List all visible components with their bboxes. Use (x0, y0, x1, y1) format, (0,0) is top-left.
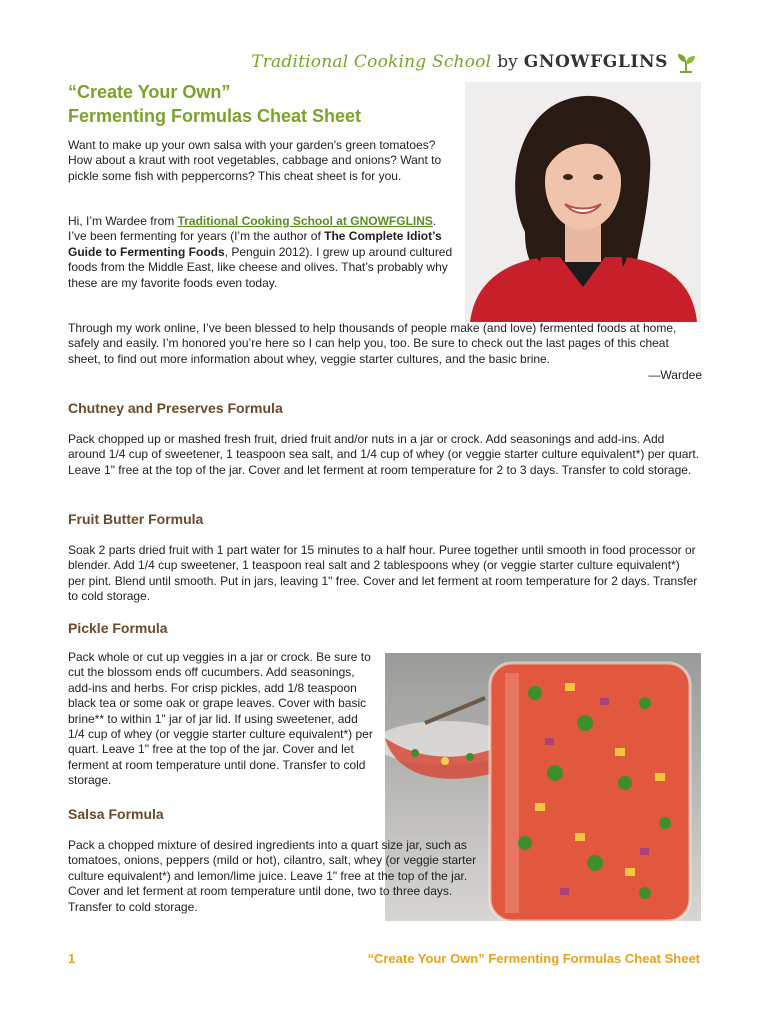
fruit-butter-heading: Fruit Butter Formula (68, 511, 204, 527)
book-title: The Complete Idiot’s Guide to Fermenting Foods (68, 229, 442, 259)
chutney-body: Pack chopped up or mashed fresh fruit, dried fruit and/or nuts in a jar or crock. Add seasonings and add-ins. Add around 1/4 cup of sweetener, 1 teaspoon sea salt, and 1/4 cup of whey (or veggie starter culture equivalent*) per quart. Leave 1" free at the top of the jar. Cover and let ferment at room temperature for 2 to 3 days. Transfer to cold storage. (68, 432, 700, 477)
brand-by: by (497, 52, 518, 72)
fruit-butter-body: Soak 2 parts dried fruit with 1 part water for 15 minutes to a half hour. Puree together until smooth in food processor or blender. Add 1/4 cup sweetener, 1 teaspoon real salt and 2 tablespoons whey (or veggie starter culture equivalent*) per pint. Blend until smooth. Put in jars, leaving 1" free. Cover and let ferment at room temperature for 2 days. Transfer to cold storage. (68, 543, 698, 604)
brand-script: Traditional Cooking School (251, 52, 492, 72)
title-line-2: Fermenting Formulas Cheat Sheet (68, 106, 362, 126)
pickle-heading: Pickle Formula (68, 620, 168, 636)
title-line-1: “Create Your Own” (68, 82, 231, 102)
hi-prefix: Hi, I’m Wardee from (68, 214, 178, 228)
traditional-cooking-school-link[interactable]: Traditional Cooking School at GNOWFGLINS (177, 214, 433, 228)
sprout-icon (674, 50, 698, 74)
salsa-heading: Salsa Formula (68, 806, 164, 822)
brand-name: GNOWFGLINS (523, 52, 668, 72)
chutney-heading: Chutney and Preserves Formula (68, 400, 283, 416)
author-intro-paragraph (68, 214, 453, 291)
through-paragraph: Through my work online, I’ve been blessed to help thousands of people make (and love) fermented foods at home, safely and easily. I’m honored you’re here so I can help you, too. Be sure to check out the last pages of this cheat sheet, to find out more information about whey, veggie starter cultures, and the basic brine. (68, 321, 677, 366)
pickle-body: Pack whole or cut up veggies in a jar or crock. Be sure to cut the blossom ends off cucumbers. Add seasonings, add-ins and herbs. For crisp pickles, add 1/8 teaspoon black tea or some oak or grape leaves. Cover with basic brine** to within 1" jar of jar lid. If using sweetener, add 1/4 cup of whey (or veggie starter culture equivalent*) per quart. Leave 1" free at the top of the jar. Cover and let ferment at room temperature until done. Transfer to cold storage. (68, 650, 373, 788)
brand-header (251, 44, 698, 80)
hi-suffix: , Penguin 2012). I grew up around cultured foods from the Middle East, like cheese and olives. That’s probably why these are my favorite foods even today. (68, 244, 453, 290)
signoff: —Wardee (648, 368, 702, 382)
footer-page-number: 1 (68, 951, 76, 966)
portrait-image (465, 82, 701, 322)
author-portrait-photo (465, 82, 701, 322)
footer-title: “Create Your Own” Fermenting Formulas Cheat Sheet (367, 951, 700, 966)
page-title (68, 80, 448, 128)
intro-paragraph: Want to make up your own salsa with your garden's green tomatoes? How about a kraut with root vegetables, cabbage and onions? Want to pickle some fish with peppercorns? This cheat sheet is for you. (68, 138, 442, 183)
hi-mid: . I’ve been fermenting for years (I’m the author of (68, 214, 437, 244)
salsa-body: Pack a chopped mixture of desired ingredients into a quart size jar, such as tomatoes, onions, peppers (mild or hot), cilantro, salt, whey (or veggie starter culture equivalent*) and lemon/lime juice. Leave 1" free at the top of the jar. Cover and let ferment at room temperature until done, two to three days. Transfer to cold storage. (68, 838, 477, 914)
